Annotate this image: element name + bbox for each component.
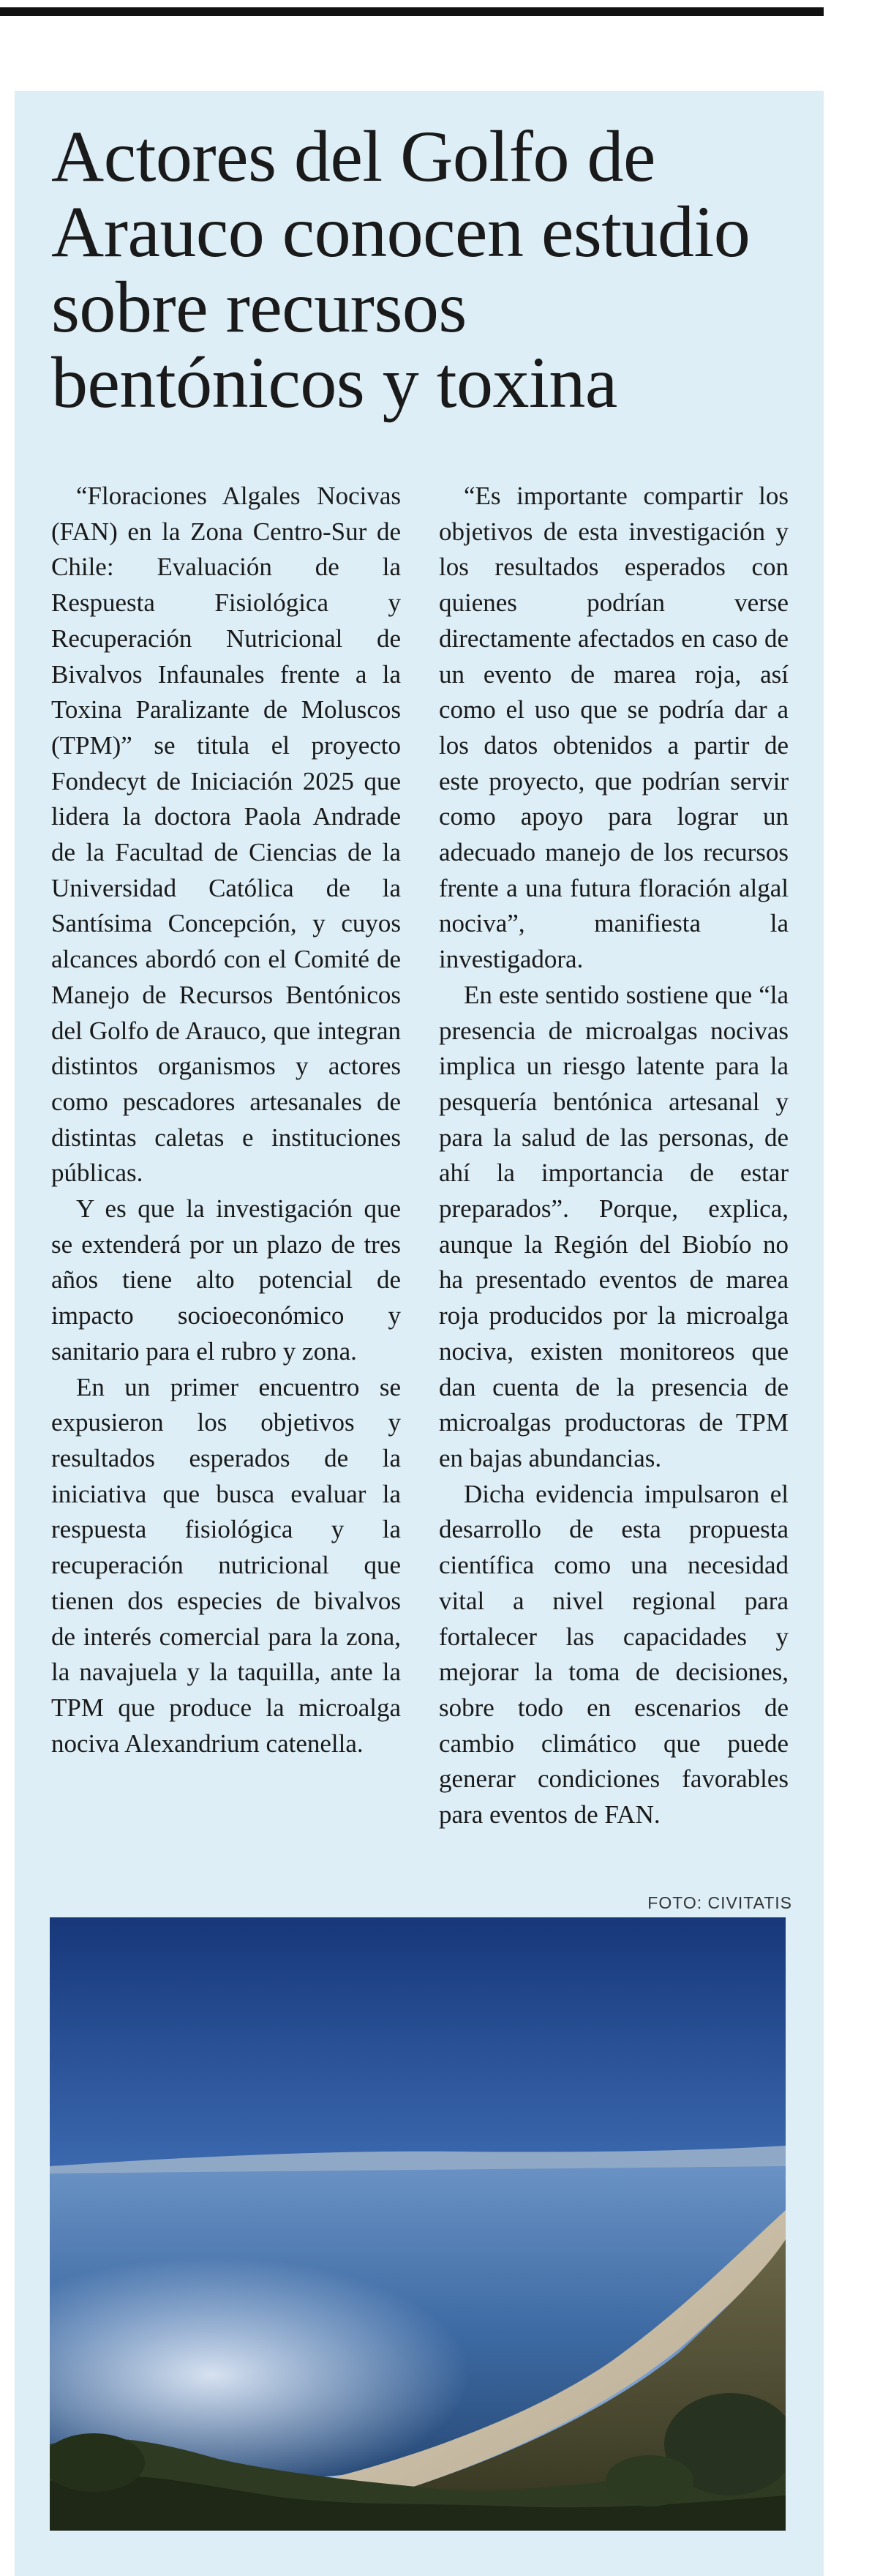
top-rule [0,7,824,16]
column-left [51,479,401,1833]
photo-credit: FOTO: CIVITATIS [647,1893,792,1912]
article-body [51,479,789,1833]
article-headline: Actores del Golfo de Arauco conocen estudio sobre recursos bentónicos y toxina [51,116,751,423]
paragraph: En este sentido sostiene que “la presencia de microalgas nocivas implica un riesgo latente para la pesquería bentónica artesanal y para la salud de las personas, de ahí la importancia de estar preparados”. Porque, explica, aunque la Región del Biobío no ha presentado eventos de marea roja producidos por la microalga nociva, existen monitoreos que dan cuenta de la presencia de microalgas productoras de TPM en bajas abundancias. [439,980,789,1472]
paragraph: “Es importante compartir los objetivos de esta investigación y los resultados esperados con quienes podrían verse directamente afectados en caso de un evento de marea roja, así como el uso que se podría dar a los datos obtenidos a partir de este proyecto, que podrían servir como apoyo para lograr un adecuado manejo de los recursos frente a una futura floración algal nociva”, manifiesta la investigadora. [439,482,789,974]
paragraph: Y es que la investigación que se extenderá por un plazo de tres años tiene alto potencial de impacto socioeconómico y sanitario para el rubro y zona. [51,1194,401,1366]
coastline-illustration [50,1917,786,2531]
paragraph: Dicha evidencia impulsaron el desarrollo de esta propuesta científica como una necesidad vital a nivel regional para fortalecer las capacidades y mejorar la toma de decisiones, sobre todo en escenarios de cambio climático que puede generar condiciones favorables para eventos de FAN. [439,1479,789,1830]
paragraph: “Floraciones Algales Nocivas (FAN) en la Zona Centro-Sur de Chile: Evaluación de la Respuesta Fisiológica y Recuperación Nutricional de Bivalvos Infaunales frente a la Toxina Paralizante de Moluscos (TPM)” se titula el proyecto Fondecyt de Iniciación 2025 que lidera la doctora Paola Andrade de la Facultad de Ciencias de la Universidad Católica de la Santísima Concepción, y cuyos alcances abordó con el Comité de Manejo de Recursos Bentónicos del Golfo de Arauco, que integran distintos organismos y actores como pescadores artesanales de distintas caletas e instituciones públicas. [51,482,401,1188]
article-photo-coastline [50,1917,786,2531]
paragraph: En un primer encuentro se expusieron los objetivos y resultados esperados de la iniciativa que busca evaluar la respuesta fisiológica y la recuperación nutricional que tienen dos especies de bivalvos de interés comercial para la zona, la navajuela y la taquilla, ante la TPM que produce la microalga nociva Alexandrium catenella. [51,1372,401,1758]
column-right [439,479,789,1833]
